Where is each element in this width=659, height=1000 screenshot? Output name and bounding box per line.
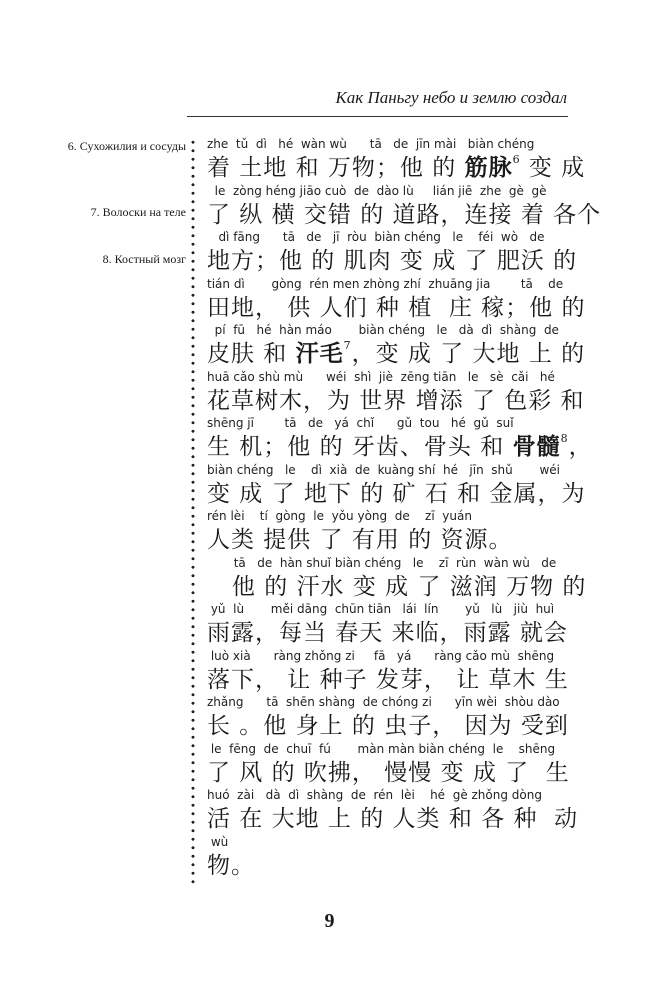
running-head-title: Как Паньгу небо и землю создал (335, 88, 567, 107)
footnote-6 (36, 138, 186, 155)
pinyin-line: huā cǎo shù mù wéi shì jiè zēng tiān le sè cǎi hé (207, 369, 555, 384)
pinyin-line: zhe tǔ dì hé wàn wù tā de jīn mài biàn chéng (207, 137, 535, 151)
footnote-ref: 7 (343, 339, 352, 352)
hanzi-line: 活 在 大地 上 的 人类 和 各 种 动 (207, 806, 579, 832)
story-text (207, 136, 602, 880)
pinyin-line: tā de hàn shuǐ biàn chéng le zī rùn wàn wù de (207, 555, 557, 570)
footnote-number: 7. (90, 205, 100, 219)
dotted-margin-line (190, 138, 196, 886)
hanzi-line: 他 的 汗水 变 成 了 滋润 万物 的 (207, 573, 587, 600)
text-line (207, 462, 586, 509)
hanzi-line: 变 成 了 地下 的 矿 石 和 金属，为 (207, 480, 586, 507)
text-line (207, 322, 586, 369)
footnote-number: 8. (102, 252, 112, 266)
hanzi-text: 着 土地 和 万物；他 的 (207, 155, 465, 181)
hanzi-line: 物。 (207, 852, 255, 879)
text-line (207, 183, 602, 230)
hanzi-text: 皮肤 和 (207, 341, 296, 367)
hanzi-line: 田地， 供 人们 种 植 庄 稼；他 的 (207, 294, 586, 321)
hanzi-line (207, 153, 586, 183)
hanzi-text: ，变 成 了 大地 上 的 (351, 341, 586, 367)
hanzi-line: 雨露，每当 春天 来临，雨露 就会 (207, 620, 568, 646)
pinyin-line: huó zài dà dì shàng de rén lèi hé gè zhǒng dòng (207, 788, 542, 802)
text-line (207, 694, 567, 741)
pinyin-line: luò xià ràng zhǒng zi fā yá ràng cǎo mù shēng (207, 648, 555, 663)
pinyin-line: le fēng de chuī fú màn màn biàn chéng le shēng (207, 741, 556, 756)
pinyin-line: dì fāng tā de jī ròu biàn chéng le féi wò de (207, 230, 545, 244)
glossed-term: 汗毛 (295, 340, 344, 367)
glossed-term: 筋脉 (464, 154, 513, 181)
page-number: 9 (324, 910, 335, 932)
pinyin-line: yǔ lù měi dāng chūn tiān lái lín yǔ lù jiù huì (207, 602, 555, 616)
hanzi-line: 地方；他 的 肌肉 变 成 了 肥沃 的 (207, 248, 578, 274)
footnote-text: Сухожилия и сосуды (79, 139, 186, 153)
pinyin-line: zhǎng tā shēn shàng de chóng zi yīn wèi shòu dào (207, 695, 560, 709)
hanzi-line: 长 。他 身上 的 虫子， 因为 受到 (207, 713, 569, 739)
text-line (207, 369, 585, 416)
footnote-number: 6. (67, 139, 77, 153)
hanzi-line (207, 432, 593, 462)
pinyin-line: pí fū hé hàn máo biàn chéng le dà dì shàng de (207, 323, 559, 337)
text-line (207, 555, 587, 602)
text-line (207, 508, 567, 555)
hanzi-text: 变 成 (520, 155, 586, 181)
text-line (207, 136, 586, 183)
footnote-text: Волоски на теле (102, 205, 186, 219)
text-line (207, 229, 578, 276)
pinyin-line: rén lèi tí gòng le yǒu yòng de zī yuán (207, 509, 472, 523)
text-line (207, 648, 567, 695)
footnote-8 (36, 251, 186, 268)
hanzi-text: ， (568, 434, 593, 460)
footnote-7 (36, 204, 186, 221)
header-rule (187, 116, 568, 117)
text-line (207, 834, 567, 881)
pinyin-line: le zòng héng jiāo cuò de dào lù lián jiē zhe gè gè (207, 183, 547, 198)
footnote-text: Костный мозг (114, 252, 186, 266)
text-line (207, 415, 593, 462)
hanzi-line: 了 纵 横 交错 的 道路，连接 着 各个 (207, 201, 602, 228)
text-line (207, 276, 586, 323)
hanzi-line (207, 339, 586, 369)
pinyin-line: biàn chéng le dì xià de kuàng shí hé jīn shǔ wéi (207, 462, 561, 477)
hanzi-line: 了 风 的 吹拂， 慢慢 变 成 了 生 (207, 759, 570, 786)
pinyin-line: wù (207, 834, 229, 849)
hanzi-text: 生 机；他 的 牙齿、骨头 和 (207, 434, 513, 460)
footnote-ref: 6 (512, 153, 521, 166)
glossed-term: 骨髓 (512, 433, 561, 460)
footnote-ref: 8 (560, 432, 569, 445)
hanzi-line: 落下， 让 种子 发芽， 让 草木 生 (207, 666, 569, 693)
text-line (207, 787, 579, 834)
hanzi-line: 花草树木，为 世界 增添 了 色彩 和 (207, 387, 585, 414)
text-line (207, 741, 570, 788)
text-line (207, 601, 567, 648)
pinyin-line: tián dì gòng rén men zhòng zhí zhuāng jia tā de (207, 276, 564, 291)
hanzi-line: 人类 提供 了 有用 的 资源。 (207, 527, 513, 553)
pinyin-line: shēng jī tā de yá chǐ gǔ tou hé gǔ suǐ (207, 416, 514, 430)
